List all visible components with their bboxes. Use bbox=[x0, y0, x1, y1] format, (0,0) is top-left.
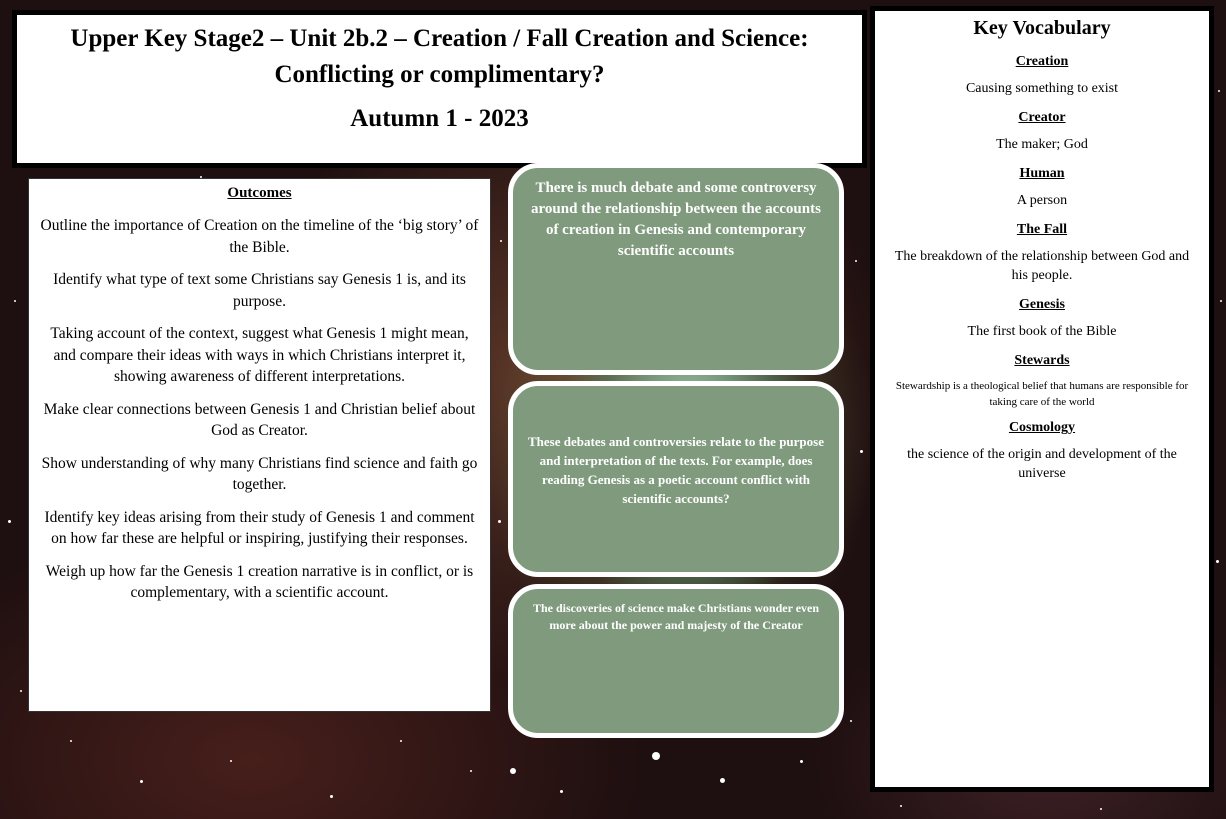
vocab-definition: Causing something to exist bbox=[965, 81, 1119, 96]
vocab-definition: The breakdown of the relationship between God and his people. bbox=[894, 249, 1190, 283]
vocab-definition: the science of the origin and development of the universe bbox=[907, 447, 1177, 481]
vocab-term: Creator bbox=[1018, 110, 1066, 125]
vocab-term: Creation bbox=[1015, 54, 1069, 69]
outcome-item: Identify key ideas arising from their study of Genesis 1 and comment on how far these are helpful or inspiring, justifying their responses. bbox=[44, 508, 475, 547]
info-bubble-debate: There is much debate and some controversy around the relationship between the accounts of creation in Genesis and contemporary scientific accounts bbox=[508, 163, 844, 375]
vocab-term: Genesis bbox=[1019, 297, 1065, 312]
term-date: Autumn 1 - 2023 bbox=[350, 105, 529, 132]
outcome-item: Show understanding of why many Christians find science and faith go together. bbox=[41, 454, 478, 493]
outcome-item: Identify what type of text some Christians say Genesis 1 is, and its purpose. bbox=[53, 271, 466, 310]
page-title: Upper Key Stage2 – Unit 2b.2 – Creation / Fall Creation and Science: Conflicting or complimentary? bbox=[70, 25, 809, 88]
title-box bbox=[12, 10, 867, 168]
outcome-item: Weigh up how far the Genesis 1 creation narrative is in conflict, or is complementary, with a scientific account. bbox=[45, 562, 474, 601]
vocab-definition: The maker; God bbox=[996, 137, 1088, 152]
outcome-item: Outline the importance of Creation on the timeline of the ‘big story’ of the Bible. bbox=[40, 217, 479, 256]
vocab-term: Human bbox=[1019, 166, 1065, 181]
outcomes-heading: Outcomes bbox=[227, 185, 292, 201]
vocab-definition: The first book of the Bible bbox=[967, 324, 1117, 339]
key-vocabulary-panel bbox=[870, 6, 1214, 792]
vocab-definition: A person bbox=[1016, 193, 1068, 208]
info-bubble-interpretation: These debates and controversies relate to the purpose and interpretation of the texts. For example, does reading Genesis as a poetic account conflict with scientific accounts? bbox=[508, 381, 844, 577]
vocab-definition: Stewardship is a theological belief that humans are responsible for taking care of the world bbox=[895, 380, 1189, 408]
vocab-term: The Fall bbox=[1016, 222, 1068, 237]
outcomes-panel bbox=[28, 178, 491, 712]
vocab-term: Cosmology bbox=[1008, 420, 1076, 435]
vocabulary-heading: Key Vocabulary bbox=[973, 17, 1111, 39]
info-bubble-discoveries: The discoveries of science make Christians wonder even more about the power and majesty of the Creator bbox=[508, 584, 844, 738]
outcome-item: Make clear connections between Genesis 1 and Christian belief about God as Creator. bbox=[43, 400, 476, 439]
vocab-term: Stewards bbox=[1014, 353, 1070, 368]
outcome-item: Taking account of the context, suggest what Genesis 1 might mean, and compare their ideas with ways in which Christians interpret it, showing awareness of different interpretations. bbox=[50, 325, 469, 385]
